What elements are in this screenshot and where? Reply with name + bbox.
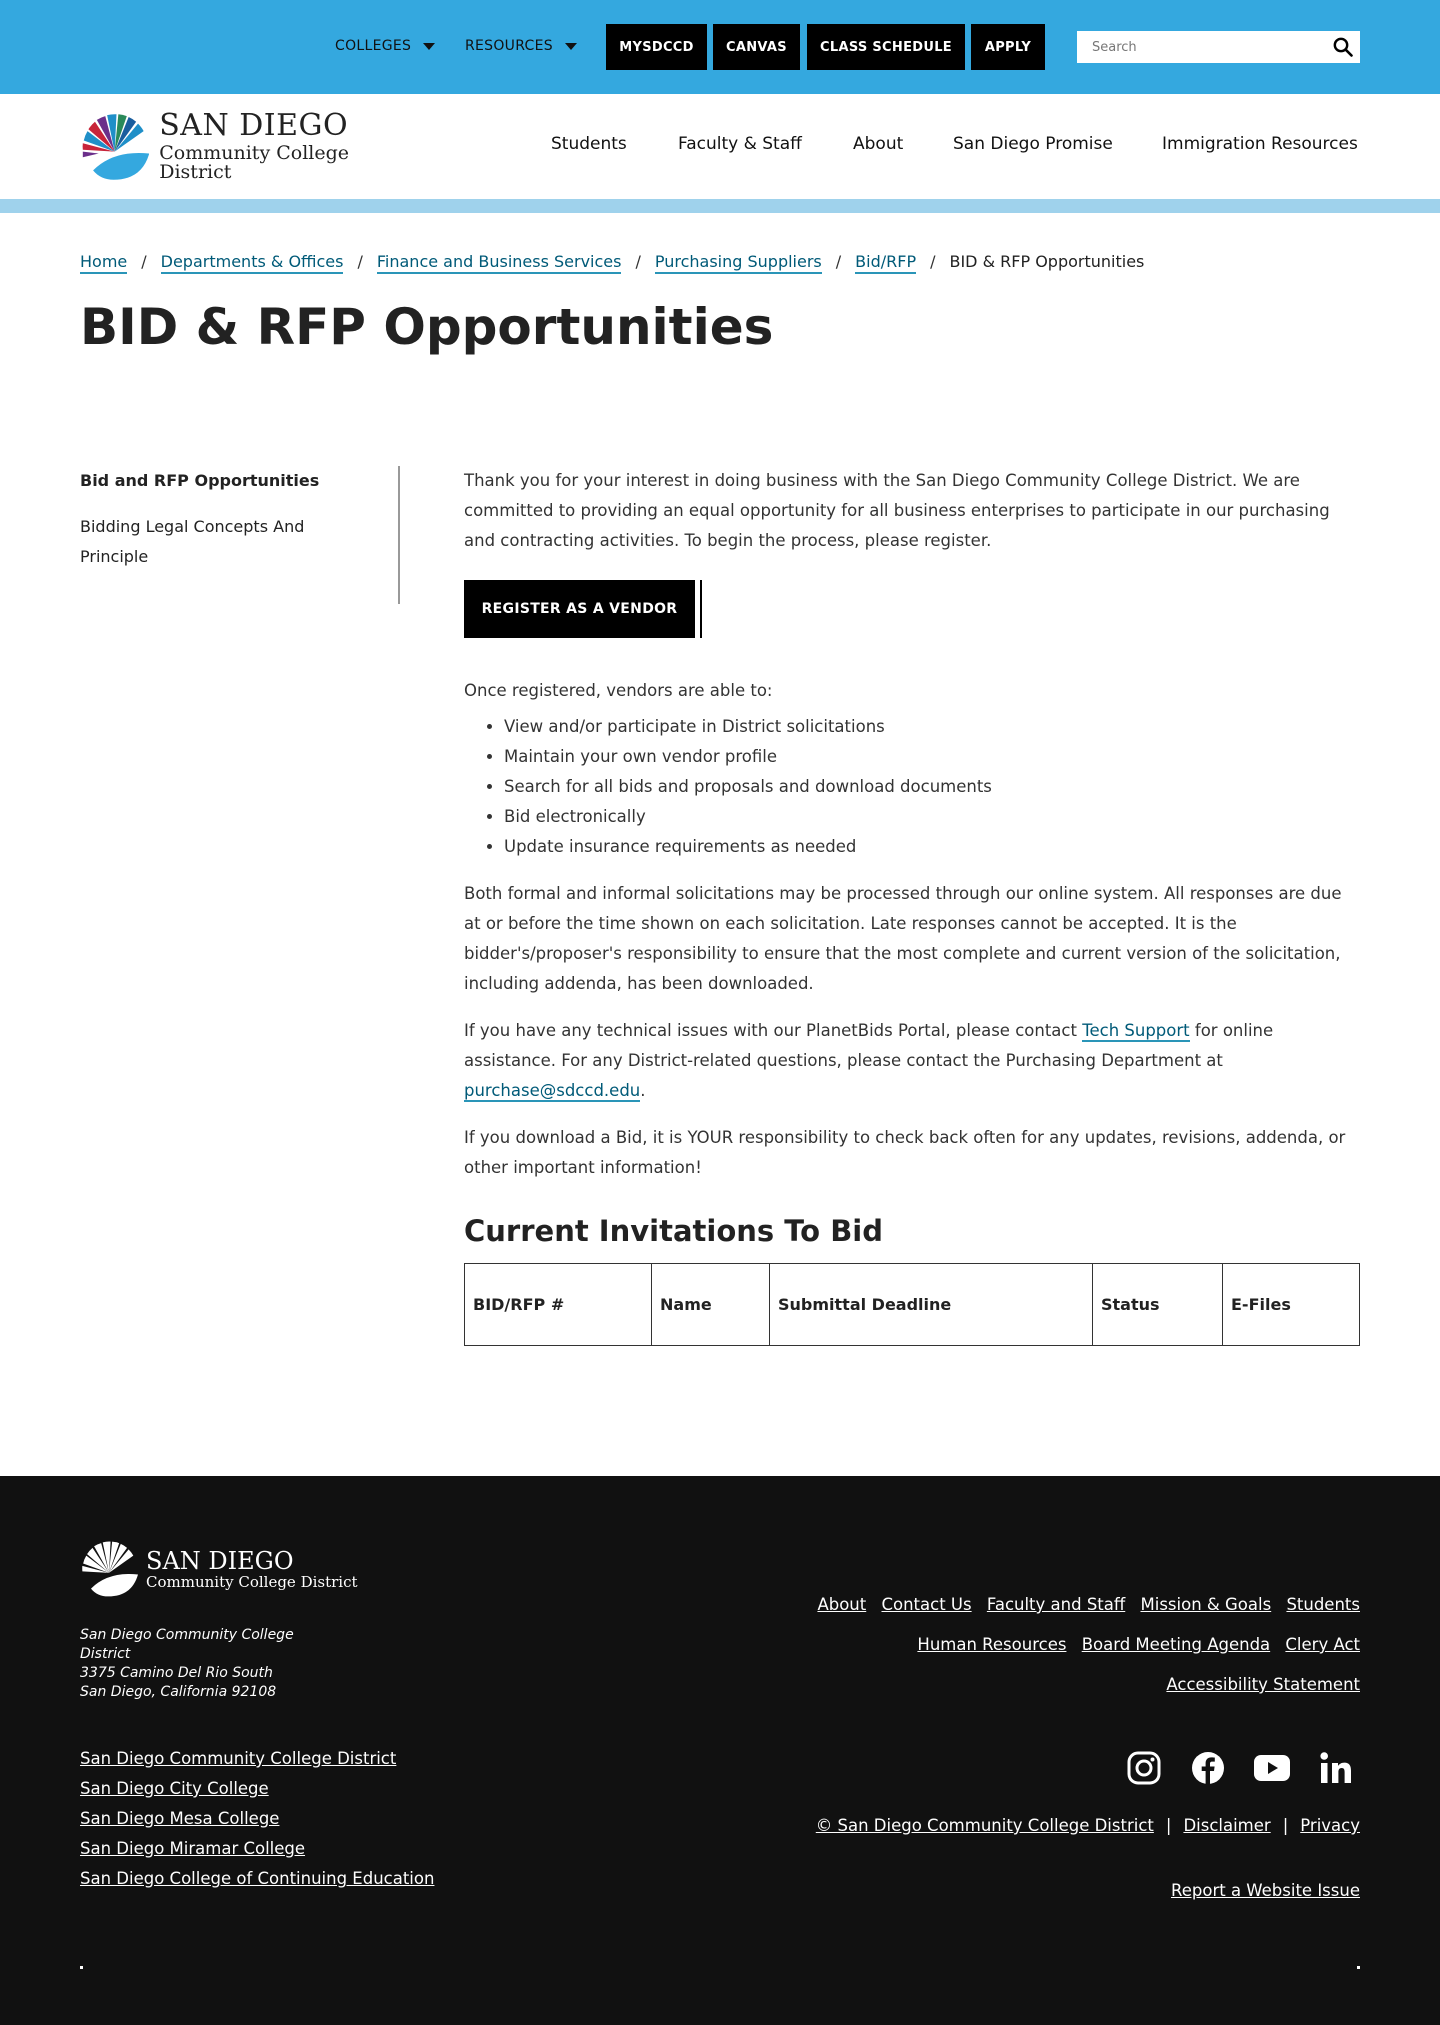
table-header[interactable]: Submittal Deadline xyxy=(770,1264,1093,1346)
footer-link-mission[interactable]: Mission & Goals xyxy=(1140,1595,1272,1614)
footer-dot xyxy=(1357,1966,1360,1969)
intro-paragraph: Thank you for your interest in doing business with the San Diego Community College District. We are committed to providing an equal opportunity for all business enterprises to participate in our purchasing and contracting activities. To begin the process, please register. xyxy=(464,471,1330,550)
tech-support-link[interactable]: Tech Support xyxy=(1082,1021,1190,1040)
breadcrumb-departments[interactable]: Departments & Offices xyxy=(161,252,344,274)
footer-link-board-agenda[interactable]: Board Meeting Agenda xyxy=(1081,1635,1271,1654)
breadcrumb-separator: / xyxy=(141,252,147,271)
breadcrumb-current: BID & RFP Opportunities xyxy=(949,252,1145,271)
list-item: • Bid electronically xyxy=(504,802,1360,832)
list-item: • View and/or participate in District solicitations xyxy=(504,712,1360,742)
purchase-email-link[interactable]: purchase@sdccd.edu xyxy=(464,1081,641,1100)
footer-logo-title: SAN DIEGO xyxy=(146,1546,294,1575)
footer-link-miramar-college[interactable]: San Diego Miramar College xyxy=(80,1839,306,1858)
search-icon[interactable] xyxy=(1326,31,1360,63)
breadcrumb-home[interactable]: Home xyxy=(80,252,127,274)
footer-logo-subtitle: Community College District xyxy=(146,1572,358,1591)
page-title: BID & RFP Opportunities xyxy=(80,298,774,356)
utility-bar xyxy=(0,0,1440,94)
breadcrumb xyxy=(80,252,1144,271)
footer-logo[interactable] xyxy=(80,1540,358,1598)
mysdccd-button[interactable]: MYSDCCD xyxy=(606,24,707,70)
support-text: If you have any technical issues with our PlanetBids Portal, please contact xyxy=(464,1021,1083,1040)
breadcrumb-bid-rfp[interactable]: Bid/RFP xyxy=(855,252,916,274)
instagram-icon[interactable] xyxy=(1124,1748,1164,1788)
main-content xyxy=(464,466,1360,1346)
address-line: 3375 Camino Del Rio South xyxy=(80,1665,273,1681)
class-schedule-button[interactable]: CLASS SCHEDULE xyxy=(807,24,965,70)
support-paragraph xyxy=(464,1016,1360,1106)
once-registered-text: Once registered, vendors are able to: xyxy=(464,681,773,700)
apply-button[interactable]: APPLY xyxy=(971,24,1045,70)
logo-subtitle: Community College District xyxy=(159,142,349,183)
formal-paragraph: Both formal and informal solicitations may be processed through our online system. All responses are due at or before the time shown on each solicitation. Late responses cannot be accepted. It is the bidder's/proposer's responsibility to ensure that the most complete and current version of the solicitation, including addenda, has been downloaded. xyxy=(464,884,1342,993)
footer-copyright-link[interactable]: © San Diego Community College District xyxy=(815,1816,1154,1835)
resources-dropdown[interactable] xyxy=(465,38,577,54)
search-box xyxy=(1077,31,1360,63)
nav-about[interactable]: About xyxy=(853,134,904,154)
side-nav xyxy=(80,466,400,604)
header-accent-strip xyxy=(0,199,1440,213)
colleges-dropdown[interactable] xyxy=(335,38,435,54)
download-note: If you download a Bid, it is YOUR responsibility to check back often for any updates, revisions, addenda, or other important information! xyxy=(464,1128,1346,1177)
footer-links-row xyxy=(807,1595,1360,1614)
footer-dot xyxy=(80,1966,83,1969)
logo-title: SAN DIEGO xyxy=(159,108,349,143)
footer-college-links xyxy=(80,1744,434,1894)
colleges-label: COLLEGES xyxy=(335,38,412,54)
site-logo[interactable] xyxy=(80,109,410,184)
footer-legal: © San Diego Community College District | Disclaimer | Privacy xyxy=(815,1816,1360,1835)
footer-link-faculty-staff[interactable]: Faculty and Staff xyxy=(986,1595,1126,1614)
nav-immigration-resources[interactable]: Immigration Resources xyxy=(1162,134,1358,154)
footer-link-city-college[interactable]: San Diego City College xyxy=(80,1779,269,1798)
main-header xyxy=(0,94,1440,199)
table-header[interactable]: E-Files xyxy=(1223,1264,1360,1346)
side-nav-legal-concepts[interactable]: Bidding Legal Concepts And Principle xyxy=(80,517,305,566)
footer-link-sdccd[interactable]: San Diego Community College District xyxy=(80,1749,397,1768)
breadcrumb-finance[interactable]: Finance and Business Services xyxy=(377,252,622,274)
nav-faculty-staff[interactable]: Faculty & Staff xyxy=(678,134,802,154)
footer-link-accessibility[interactable]: Accessibility Statement xyxy=(1166,1675,1360,1694)
nav-students[interactable]: Students xyxy=(551,134,627,154)
invitations-title: Current Invitations To Bid xyxy=(464,1214,883,1248)
breadcrumb-separator: / xyxy=(930,252,936,271)
nav-san-diego-promise[interactable]: San Diego Promise xyxy=(953,134,1113,154)
list-item: • Search for all bids and proposals and download documents xyxy=(504,772,1360,802)
linkedin-icon[interactable] xyxy=(1316,1748,1356,1788)
footer-link-clery[interactable]: Clery Act xyxy=(1285,1635,1360,1654)
side-nav-bid-rfp[interactable]: Bid and RFP Opportunities xyxy=(80,471,320,490)
abilities-list xyxy=(504,712,1360,862)
resources-label: RESOURCES xyxy=(465,38,553,54)
footer-link-hr[interactable]: Human Resources xyxy=(917,1635,1067,1654)
footer-privacy-link[interactable]: Privacy xyxy=(1300,1816,1360,1835)
register-vendor-button[interactable]: REGISTER AS A VENDOR xyxy=(464,580,695,638)
footer-address xyxy=(80,1626,340,1702)
bids-table xyxy=(464,1263,1360,1346)
footer-link-students[interactable]: Students xyxy=(1286,1595,1360,1614)
search-input[interactable] xyxy=(1077,32,1326,62)
facebook-icon[interactable] xyxy=(1188,1748,1228,1788)
footer-disclaimer-link[interactable]: Disclaimer xyxy=(1183,1816,1271,1835)
caret-down-icon xyxy=(565,43,577,50)
report-issue-link[interactable]: Report a Website Issue xyxy=(1171,1881,1360,1900)
breadcrumb-separator: / xyxy=(835,252,842,271)
address-line: San Diego, California 92108 xyxy=(80,1684,277,1700)
sdccd-logo-icon xyxy=(80,1540,138,1598)
footer-links-row xyxy=(907,1635,1360,1654)
table-header[interactable]: Status xyxy=(1093,1264,1223,1346)
footer-link-mesa-college[interactable]: San Diego Mesa College xyxy=(80,1809,280,1828)
canvas-button[interactable]: CANVAS xyxy=(713,24,800,70)
footer-link-contact[interactable]: Contact Us xyxy=(881,1595,972,1614)
list-item: • Update insurance requirements as needed xyxy=(504,832,1360,862)
footer-links-row xyxy=(1156,1675,1360,1694)
breadcrumb-separator: / xyxy=(357,252,363,271)
list-item: • Maintain your own vendor profile xyxy=(504,742,1360,772)
table-header-row xyxy=(465,1264,1360,1346)
address-line: San Diego Community College District xyxy=(80,1627,294,1662)
youtube-icon[interactable] xyxy=(1252,1748,1292,1788)
table-header[interactable]: Name xyxy=(652,1264,770,1346)
footer-report xyxy=(1171,1881,1360,1900)
breadcrumb-separator: / xyxy=(635,252,641,271)
support-text: for online assistance. For any District-related questions, please contact the Purchasing Department at xyxy=(464,1021,1274,1070)
support-text: . xyxy=(640,1081,646,1100)
caret-down-icon xyxy=(423,43,435,50)
footer-link-about[interactable]: About xyxy=(817,1595,867,1614)
sdccd-logo-icon xyxy=(80,110,149,184)
breadcrumb-purchasing[interactable]: Purchasing Suppliers xyxy=(655,252,822,274)
footer xyxy=(0,1476,1440,2025)
footer-link-continuing-education[interactable]: San Diego College of Continuing Education xyxy=(80,1869,435,1888)
table-header[interactable]: BID/RFP # xyxy=(465,1264,652,1346)
